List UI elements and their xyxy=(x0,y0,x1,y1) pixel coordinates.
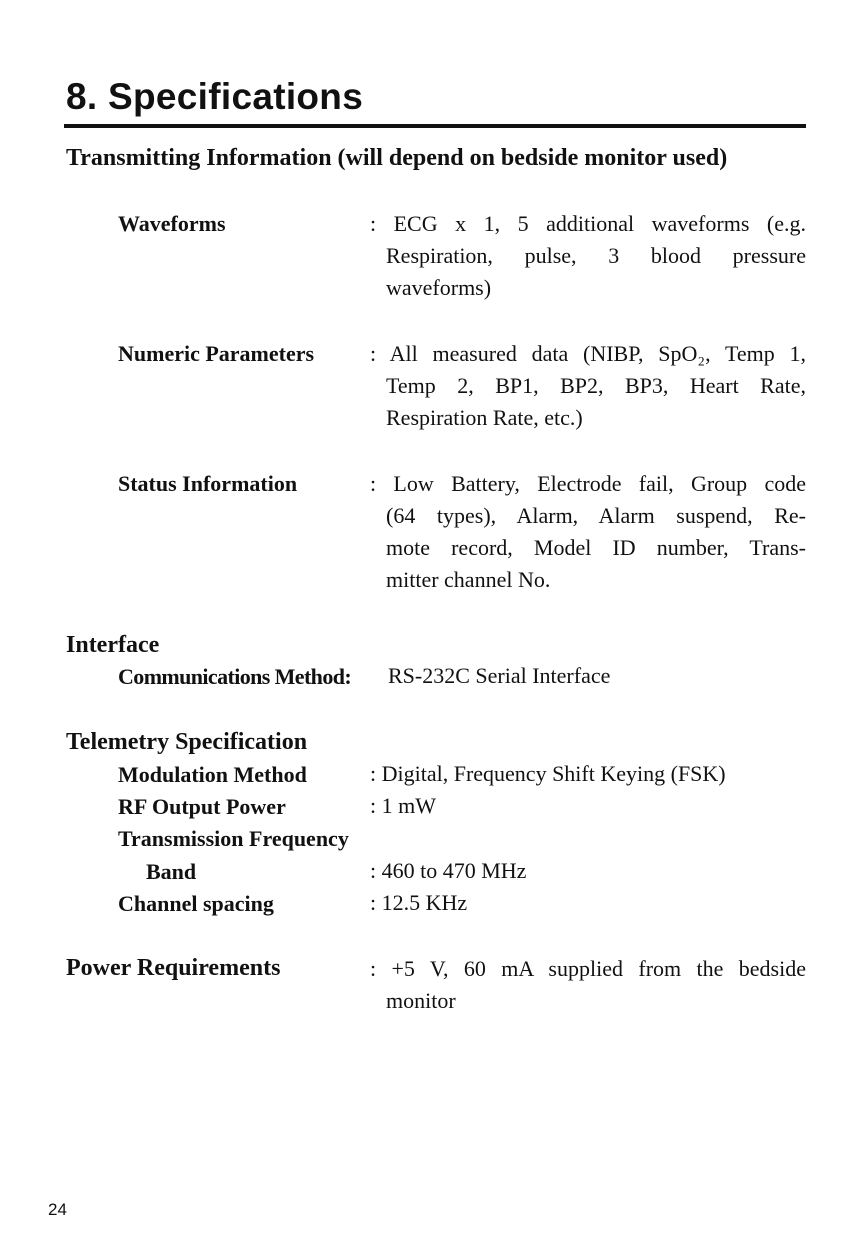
power-requirements-value xyxy=(370,953,806,1017)
modulation-method-label: Modulation Method xyxy=(118,762,307,787)
status-line-1: : Low Battery, Electrode fail, Group code xyxy=(370,471,806,496)
interface-heading: Interface xyxy=(66,632,160,658)
page-number: 24 xyxy=(48,1200,67,1219)
band-value: : 460 to 470 MHz xyxy=(370,858,527,883)
rf-output-power-label: RF Output Power xyxy=(118,794,286,819)
communications-method-value: RS-232C Serial Interface xyxy=(388,663,611,688)
rf-output-power-value: : 1 mW xyxy=(370,793,436,818)
numeric-line-3: Respiration Rate, etc.) xyxy=(386,405,583,430)
status-line-3: mote record, Model ID number, Trans- xyxy=(386,535,806,560)
channel-spacing-label: Channel spacing xyxy=(118,891,274,916)
status-line-4: mitter channel No. xyxy=(386,567,551,592)
numeric-line-1: : All measured data (NIBP, SpO₂, Temp 1, xyxy=(370,341,806,366)
waveforms-line-1: : ECG x 1, 5 additional waveforms (e.g. xyxy=(370,211,806,236)
transmission-frequency-label: Transmission Frequency xyxy=(118,826,349,851)
band-label: Band xyxy=(146,859,197,884)
power-line-2: monitor xyxy=(386,988,456,1013)
transmitting-heading: Transmitting Information (will depend on bedside monitor used) xyxy=(66,145,728,171)
numeric-parameters-value xyxy=(370,338,806,434)
numeric-line-2: Temp 2, BP1, BP2, BP3, Heart Rate, xyxy=(386,373,806,398)
numeric-parameters-label: Numeric Parameters xyxy=(118,341,315,366)
chapter-title: 8. Specifications xyxy=(66,76,364,117)
waveforms-line-3: waveforms) xyxy=(386,275,492,300)
modulation-method-value: : Digital, Frequency Shift Keying (FSK) xyxy=(370,761,726,786)
status-information-label: Status Information xyxy=(118,471,298,496)
title-rule xyxy=(64,124,806,128)
channel-spacing-value: : 12.5 KHz xyxy=(370,890,468,915)
communications-method-label: Communications Method: xyxy=(118,664,352,689)
waveforms-value xyxy=(370,208,806,304)
power-requirements-heading: Power Requirements xyxy=(66,955,281,981)
status-information-value xyxy=(370,468,806,596)
power-line-1: : +5 V, 60 mA supplied from the bedside xyxy=(370,956,806,981)
waveforms-label: Waveforms xyxy=(118,211,226,236)
status-line-2: (64 types), Alarm, Alarm suspend, Re- xyxy=(386,503,806,528)
waveforms-line-2: Respiration, pulse, 3 blood pressure xyxy=(386,243,806,268)
telemetry-heading: Telemetry Specification xyxy=(66,729,308,755)
